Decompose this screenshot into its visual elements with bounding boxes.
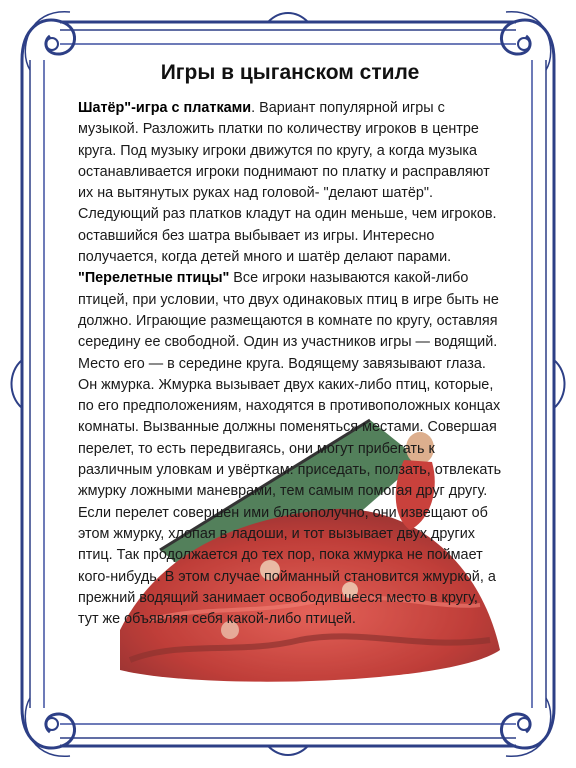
game-2-name: "Перелетные птицы" (78, 270, 230, 287)
article (78, 58, 502, 630)
page-title: Игры в цыганском стиле (160, 61, 420, 84)
game-1-paragraph (78, 98, 502, 268)
game-2-text: Все игроки называются какой-либо птицей, при условии, что двух одинаковых птиц в игре быть не должно. Играющие размещаются в комнате по кругу, оставляя середину ее свободной. Один из участников игры — водящий. Место его — в середине круга. Водящему завязывают глаза. Он жмурка. Жмурка вызывает двух каких-либо птиц, которые, по его предположениям, находятся в противоположных концах комнаты. Вызванные должны поменяться местами. Совершая перелет, то есть передвигаясь, они могут прибегать к различным уловкам и увёрткам: приседать, ползать, отвлекать жмурку ложными маневрами, тем самым помогая друг другу. Если перелет совершен ими благополучно, они извещают об этом жмурку, хлопая в ладоши, и тот вызывает двух других птиц. Так продолжается до тех пор, пока жмурка не поймает кого-нибудь. В этом случае пойманный становится жмуркой, а прежний водящий занимает освободившееся место в кругу, тут же объявляя себя какой-либо птицей. (78, 270, 502, 628)
game-1-text: . Вариант популярной игры с музыкой. Разложить платки по количеству игроков в центре круга. Под музыку игроки движутся по кругу, а когда музыка останавливается игроки поднимают по платку и расправляют их на вытянутых руках над головой- "делают шатёр". Следующий раз платков кладут на один меньше, чем игроков. оставшийся без шатра выбывает из игры. Интересно получается, когда детей много и шатёр делают парами. (78, 100, 497, 266)
game-2-paragraph (78, 268, 502, 630)
game-1-name: Шатёр"-игра с платками (78, 100, 252, 116)
